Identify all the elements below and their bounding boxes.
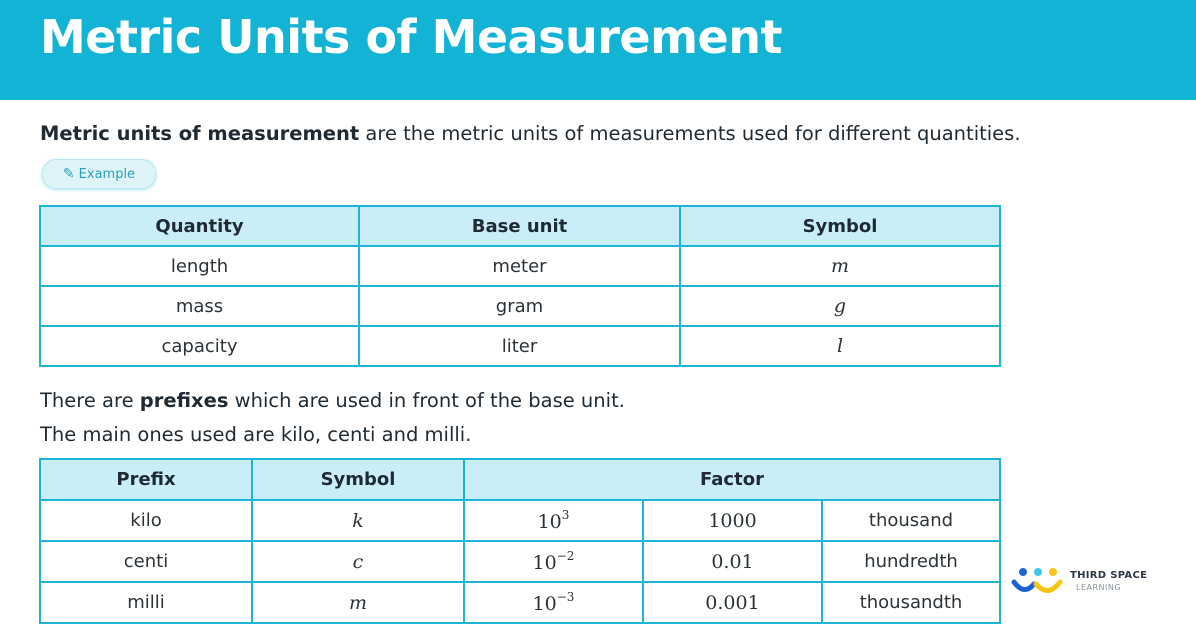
power-exponent: −3 (556, 590, 575, 604)
example-button[interactable] (42, 159, 156, 189)
column-header: Symbol (252, 459, 464, 500)
words-cell: thousandth (822, 582, 1000, 623)
third-space-learning-logo (1010, 566, 1160, 606)
prefix-cell: milli (40, 582, 252, 623)
intro-definition (40, 121, 1180, 147)
prefix-list-text: The main ones used are kilo, centi and milli. (40, 423, 472, 446)
prefix-cell: kilo (40, 500, 252, 541)
logo-mark-icon (1010, 566, 1066, 606)
prefix-cell: centi (40, 541, 252, 582)
quantity-cell: capacity (40, 326, 359, 366)
prefix-table (39, 458, 1001, 624)
column-header: Prefix (40, 459, 252, 500)
words-cell: thousand (822, 500, 1000, 541)
power-base: 10 (532, 552, 557, 574)
prefix-explanation (40, 388, 625, 414)
base-unit-cell: meter (359, 246, 680, 286)
table-row (40, 326, 1000, 366)
title-banner (0, 0, 1196, 100)
column-header: Base unit (359, 206, 680, 246)
power-cell (464, 582, 643, 623)
table-row (40, 246, 1000, 286)
logo-name: THIRD SPACE (1070, 570, 1148, 581)
column-header: Symbol (680, 206, 1000, 246)
para-text: which are used in front of the base unit. (228, 389, 625, 412)
intro-term: Metric units of measurement (40, 122, 360, 145)
prefix-term: prefixes (139, 389, 229, 412)
decimal-cell: 0.001 (643, 582, 822, 623)
words-cell: hundredth (822, 541, 1000, 582)
base-unit-cell: liter (359, 326, 680, 366)
quantity-cell: mass (40, 286, 359, 326)
power-base: 10 (532, 593, 557, 615)
intro-text: are the metric units of measurements used for different quantities. (359, 122, 1021, 145)
column-header: Factor (464, 459, 1000, 500)
quantity-cell: length (40, 246, 359, 286)
power-cell (464, 541, 643, 582)
symbol-cell: g (680, 286, 1000, 326)
table-row (40, 541, 1000, 582)
table-row (40, 582, 1000, 623)
power-exponent: −2 (556, 549, 575, 563)
base-unit-cell: gram (359, 286, 680, 326)
page-title: Metric Units of Measurement (40, 10, 782, 64)
table-header-row (40, 206, 1000, 246)
symbol-cell: m (680, 246, 1000, 286)
symbol-cell: c (252, 541, 464, 582)
power-base: 10 (537, 511, 562, 533)
table-row (40, 500, 1000, 541)
power-exponent: 3 (561, 508, 570, 522)
symbol-cell: l (680, 326, 1000, 366)
decimal-cell: 1000 (643, 500, 822, 541)
power-cell (464, 500, 643, 541)
base-units-table (39, 205, 1001, 367)
para-text: There are (40, 389, 140, 412)
example-label: Example (78, 166, 136, 182)
column-header: Quantity (40, 206, 359, 246)
logo-sub: LEARNING (1076, 583, 1122, 592)
table-header-row (40, 459, 1000, 500)
symbol-cell: k (252, 500, 464, 541)
table-row (40, 286, 1000, 326)
decimal-cell: 0.01 (643, 541, 822, 582)
symbol-cell: m (252, 582, 464, 623)
pencil-icon: ✎ (62, 166, 75, 182)
